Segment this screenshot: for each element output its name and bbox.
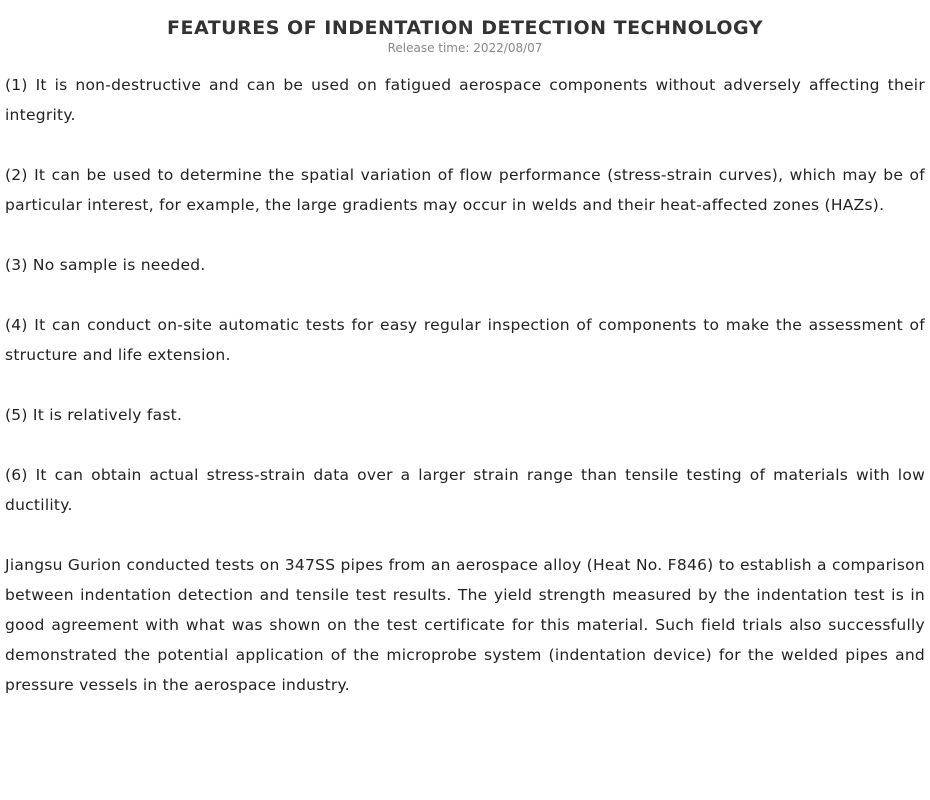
article: [5, 0, 925, 700]
page-title: FEATURES OF INDENTATION DETECTION TECHNOLOGY: [167, 17, 763, 39]
release-time-date: 2022/08/07: [473, 41, 543, 55]
paragraph-5: (5) It is relatively fast.: [5, 406, 183, 424]
paragraph-1: (1) It is non-destructive and can be used on fatigued aerospace components without adversely affecting their integrity.: [5, 76, 925, 124]
article-body: [5, 70, 925, 700]
release-time: [5, 40, 925, 56]
paragraph-2: (2) It can be used to determine the spatial variation of flow performance (stress-strain curves), which may be of particular interest, for example, the large gradients may occur in welds and their heat-affected zones (HAZs).: [5, 166, 925, 214]
paragraph-summary: Jiangsu Gurion conducted tests on 347SS pipes from an aerospace alloy (Heat No. F846) to establish a comparison between indentation detection and tensile test results. The yield strength measured by the indentation test is in good agreement with what was shown on the test certificate for this material. Such field trials also successfully demonstrated the potential application of the microprobe system (indentation device) for the welded pipes and pressure vessels in the aerospace industry.: [5, 556, 925, 694]
paragraph-6: (6) It can obtain actual stress-strain data over a larger strain range than tensile testing of materials with low ductility.: [5, 466, 925, 514]
release-time-label: Release time:: [387, 41, 470, 55]
paragraph-3: (3) No sample is needed.: [5, 256, 206, 274]
paragraph-4: (4) It can conduct on-site automatic tests for easy regular inspection of components to make the assessment of structure and life extension.: [5, 316, 925, 364]
